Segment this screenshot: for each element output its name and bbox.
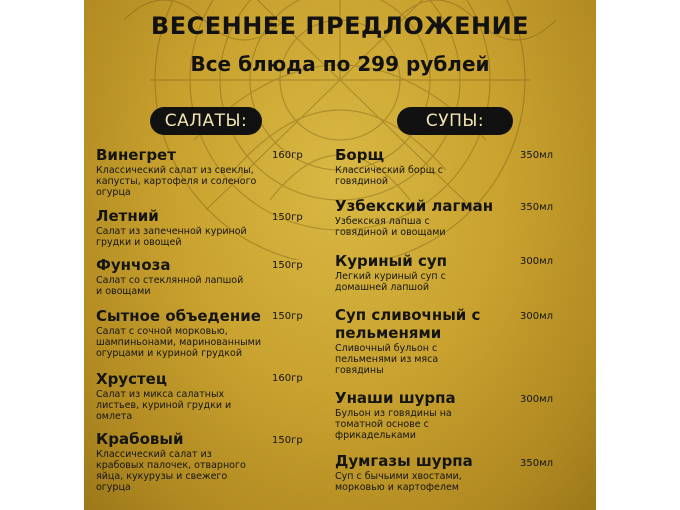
soup-name: Суп сливочный с пельменями — [335, 306, 481, 342]
salad-name: Крабовый — [96, 430, 184, 448]
soup-description: Классический борщ с говядиной — [335, 165, 443, 187]
salad-weight: 150гр — [272, 311, 303, 322]
soup-item — [335, 452, 485, 493]
salad-weight: 150гр — [272, 260, 303, 271]
salad-item — [96, 430, 256, 493]
salad-description: Салат со стеклянной лапшой и овощами — [96, 275, 244, 297]
soup-volume: 350мл — [520, 458, 554, 469]
salad-item — [96, 370, 236, 422]
salad-item — [96, 146, 276, 198]
soup-name: Думгазы шурпа — [335, 452, 473, 470]
salad-name: Летний — [96, 207, 159, 225]
soup-name: Унаши шурпа — [335, 389, 456, 407]
soup-description: Суп с бычьими хвостами, морковью и картофелем — [335, 471, 462, 493]
soup-item — [335, 389, 485, 441]
soup-volume: 300мл — [520, 256, 554, 267]
soup-description: Сливочный бульон с пельменями из мяса говядины — [335, 343, 439, 376]
soup-description: Узбекская лапша с говядиной и овощами — [335, 216, 446, 238]
salad-name: Фунчоза — [96, 256, 171, 274]
salad-weight: 150гр — [272, 435, 303, 446]
salad-item — [96, 307, 272, 359]
salad-description: Салат с сочной морковью, шампиньонами, маринованными огурцами и куриной грудкой — [96, 326, 262, 359]
salad-description: Салат из микса салатных листьев, куриной грудки и омлета — [96, 389, 232, 422]
salad-item — [96, 207, 272, 248]
salad-item — [96, 256, 246, 297]
soup-item — [335, 197, 505, 238]
salad-name: Сытное объедение — [96, 307, 261, 325]
soup-volume: 350мл — [520, 202, 554, 213]
salad-description: Салат из запеченной куриной грудки и овощей — [96, 226, 247, 248]
salads-section-label: САЛАТЫ: — [150, 107, 262, 135]
soup-name: Куриный суп — [335, 252, 447, 270]
soup-description: Легкий куриный суп с домашней лапшой — [335, 271, 446, 293]
menu-subtitle: Все блюда по 299 рублей — [190, 52, 490, 76]
soup-item — [335, 306, 485, 376]
menu-poster — [84, 0, 596, 510]
menu-title: ВЕСЕННЕЕ ПРЕДЛОЖЕНИЕ — [150, 12, 530, 40]
salad-weight: 150гр — [272, 212, 303, 223]
salad-weight: 160гр — [272, 373, 303, 384]
soup-item — [335, 252, 485, 293]
soup-volume: 350мл — [520, 150, 554, 161]
salad-name: Хрустец — [96, 370, 167, 388]
soup-volume: 300мл — [520, 394, 554, 405]
salad-weight: 160гр — [272, 150, 303, 161]
salad-description: Классический салат из крабовых палочек, отварного яйца, кукурузы и свежего огурца — [96, 449, 246, 493]
soups-section-label: СУПЫ: — [397, 107, 513, 135]
soup-name: Борщ — [335, 146, 385, 164]
soup-volume: 300мл — [520, 311, 554, 322]
soup-item — [335, 146, 485, 187]
salad-name: Винегрет — [96, 146, 176, 164]
soup-name: Узбекский лагман — [335, 197, 494, 215]
salad-description: Классический салат из свеклы, капусты, картофеля и соленого огурца — [96, 165, 257, 198]
soup-description: Бульон из говядины на томатной основе с фрикадельками — [335, 408, 452, 441]
